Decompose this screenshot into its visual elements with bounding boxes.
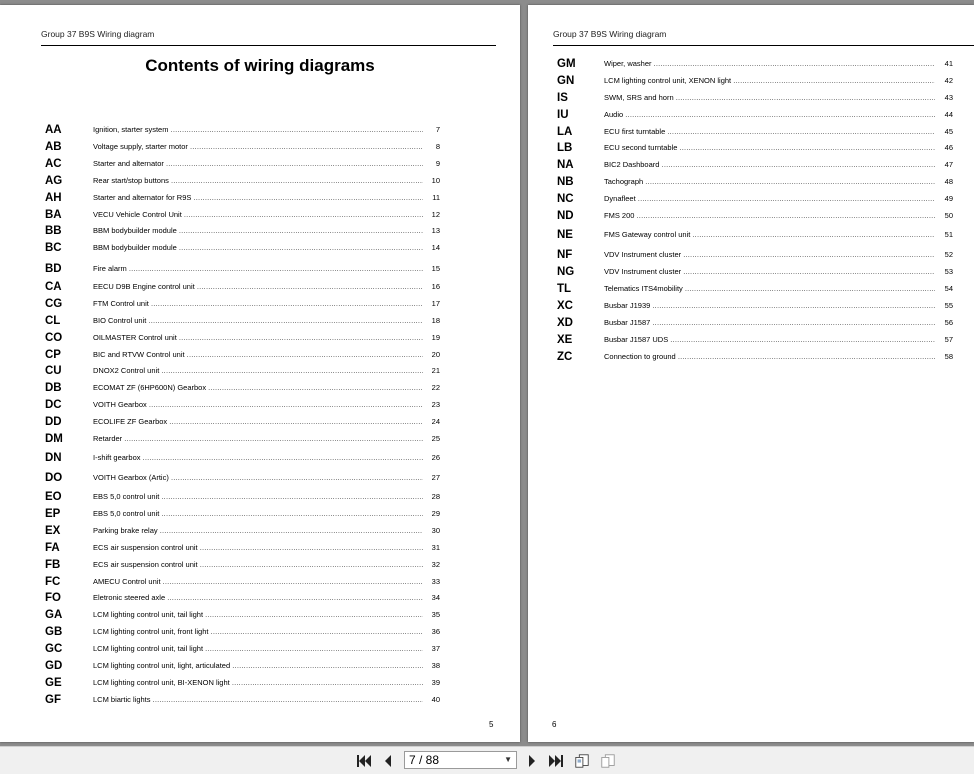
- toc-entry[interactable]: [45, 575, 445, 589]
- toc-entry-page: 40: [431, 695, 440, 704]
- toc-entry-code: AC: [45, 158, 62, 170]
- toc-entry-code: XD: [557, 317, 573, 329]
- toc-entry-code: IU: [557, 109, 569, 121]
- toc-entry[interactable]: [45, 642, 445, 656]
- toc-entry-label: Dynafleet .....: [604, 192, 935, 206]
- toc-entry-label: VDV Instrument cluster .....: [604, 248, 935, 262]
- toc-entry-code: CU: [45, 365, 62, 377]
- toc-entry-page: 13: [431, 226, 440, 235]
- toc-entry-code: BB: [45, 225, 62, 237]
- toc-entry-code: CL: [45, 315, 61, 327]
- toc-entry-label: EBS 5,0 control unit .....: [93, 507, 423, 521]
- toc-entry-label: VDV Instrument cluster .....: [604, 265, 935, 279]
- toc-entry-code: DB: [45, 382, 62, 394]
- toc-entry-page: 32: [431, 560, 440, 569]
- toc-entry-page: 49: [944, 194, 953, 203]
- toc-entry-label: SWM, SRS and horn .....: [604, 91, 935, 105]
- toc-entry[interactable]: [557, 192, 957, 206]
- toc-entry[interactable]: [45, 524, 445, 538]
- toc-entry-page: 28: [431, 492, 440, 501]
- toc-entry-page: 15: [431, 264, 440, 273]
- toc-entry-label: FTM Control unit .....: [93, 297, 423, 311]
- toc-entry[interactable]: [45, 432, 445, 446]
- toc-entry-label: ECU first turntable .....: [604, 125, 935, 139]
- toc-entry-page: 21: [431, 366, 440, 375]
- toc-entry[interactable]: [45, 314, 445, 328]
- toc-entry-page: 16: [431, 282, 440, 291]
- toc-entry-label: ECS air suspension control unit .....: [93, 541, 423, 555]
- toc-entry[interactable]: [45, 208, 445, 222]
- toc-entry[interactable]: [45, 123, 445, 137]
- toc-entry-page: 45: [944, 127, 953, 136]
- toc-entry-label: I-shift gearbox .....: [93, 451, 423, 465]
- toc-entry[interactable]: [45, 331, 445, 345]
- toc-entry[interactable]: [557, 248, 957, 262]
- toc-entry-page: 56: [944, 318, 953, 327]
- toc-entry-code: FA: [45, 542, 60, 554]
- toc-entry-code: CP: [45, 349, 61, 361]
- toc-entry-label: Starter and alternator for R9S .....: [93, 191, 423, 205]
- toc-entry-code: TL: [557, 283, 572, 295]
- toc-entry-page: 33: [431, 577, 440, 586]
- toc-entry-page: 39: [431, 678, 440, 687]
- toc-entry-page: 11: [432, 193, 440, 202]
- toc-entry-page: 34: [431, 593, 440, 602]
- toc-entry-page: 47: [944, 160, 953, 169]
- toc-entry-page: 27: [431, 473, 440, 482]
- toc-entry[interactable]: [557, 316, 957, 330]
- toc-entry-code: NE: [557, 229, 573, 241]
- toc-entry-code: CG: [45, 298, 63, 310]
- toc-entry[interactable]: [45, 241, 445, 255]
- toc-entry[interactable]: [557, 158, 957, 172]
- page-number: 5: [489, 720, 494, 729]
- page-title: Contents of wiring diagrams: [145, 56, 375, 75]
- toc-entry-page: 20: [431, 350, 440, 359]
- toc-entry-code: DN: [45, 452, 62, 464]
- toc-entry[interactable]: [45, 262, 445, 276]
- toc-entry-code: AA: [45, 124, 62, 136]
- toc-entry-code: XC: [557, 300, 573, 312]
- toc-entry-code: DC: [45, 399, 62, 411]
- toc-entry-page: 22: [431, 383, 440, 392]
- toc-entry-label: BIO Control unit .....: [93, 314, 423, 328]
- toc-entry[interactable]: [45, 608, 445, 622]
- toc-entry-code: XE: [557, 334, 573, 346]
- toc-entry-page: 38: [431, 661, 440, 670]
- toc-entry[interactable]: [45, 541, 445, 555]
- toc-entry-page: 8: [435, 142, 440, 151]
- toc-entry[interactable]: [557, 141, 957, 155]
- toc-entry-code: NA: [557, 159, 574, 171]
- toc-entry[interactable]: [45, 364, 445, 378]
- toc-entry-page: 30: [431, 526, 440, 535]
- toc-entry[interactable]: [45, 471, 445, 485]
- toc-entry-page: 23: [431, 400, 440, 409]
- toc-entry-page: 18: [431, 316, 440, 325]
- toc-entry-label: Eletronic steered axle .....: [93, 591, 423, 605]
- toc-entry-code: FO: [45, 592, 61, 604]
- toc-entry[interactable]: [557, 299, 957, 313]
- toc-entry-page: 51: [944, 230, 953, 239]
- toc-entry[interactable]: [557, 91, 957, 105]
- toc-entry-code: FB: [45, 559, 61, 571]
- toc-entry[interactable]: [557, 228, 957, 242]
- toc-entry[interactable]: [557, 175, 957, 189]
- toc-entry-code: EO: [45, 491, 62, 503]
- toc-entry-label: Busbar J1587 .....: [604, 316, 935, 330]
- two-page-view-icon[interactable]: [600, 753, 616, 769]
- toc-entry-label: EECU D9B Engine control unit .....: [93, 280, 423, 294]
- toc-entry-label: VOITH Gearbox .....: [93, 398, 423, 412]
- toc-entry-code: NF: [557, 249, 573, 261]
- toc-entry-label: BIC and RTVW Control unit .....: [93, 348, 423, 362]
- toc-entry[interactable]: [557, 282, 957, 296]
- toc-entry[interactable]: [45, 398, 445, 412]
- toc-entry-code: DM: [45, 433, 63, 445]
- toc-entry-label: FMS Gateway control unit .....: [604, 228, 935, 242]
- toc-entry-code: GC: [45, 643, 63, 655]
- toc-entry[interactable]: [557, 57, 957, 71]
- toc-entry-label: LCM lighting control unit, tail light .....: [93, 642, 423, 656]
- toc-entry[interactable]: [45, 140, 445, 154]
- toc-entry-page: 57: [944, 335, 953, 344]
- toc-entry-code: AH: [45, 192, 62, 204]
- toc-entry-page: 7: [435, 125, 440, 134]
- toc-entry-page: 10: [431, 176, 440, 185]
- toc-entry-code: DO: [45, 472, 63, 484]
- toc-entry[interactable]: [557, 108, 957, 122]
- toc-entry-code: NC: [557, 193, 574, 205]
- toc-entry-page: 19: [431, 333, 440, 342]
- toc-entry-page: 26: [431, 453, 440, 462]
- toc-entry-code: GN: [557, 75, 575, 87]
- toc-entry-code: LA: [557, 126, 573, 138]
- toc-entry-page: 46: [944, 143, 953, 152]
- toc-entry-label: ECS air suspension control unit .....: [93, 558, 423, 572]
- toc-entry-label: ECOMAT ZF (6HP600N) Gearbox .....: [93, 381, 423, 395]
- toc-entry-label: OILMASTER Control unit .....: [93, 331, 423, 345]
- toc-entry[interactable]: [557, 350, 957, 364]
- toc-entry-label: EBS 5,0 control unit .....: [93, 490, 423, 504]
- toc-entry-label: LCM lighting control unit, light, articulated .....: [93, 659, 423, 673]
- toc-entry-code: GF: [45, 694, 61, 706]
- toc-entry[interactable]: [45, 174, 445, 188]
- page-header: Group 37 B9S Wiring diagram: [41, 29, 496, 46]
- toc-entry-page: 54: [944, 284, 953, 293]
- toc-entry-label: Wiper, washer .....: [604, 57, 935, 71]
- toc-entry-label: LCM lighting control unit, tail light .....: [93, 608, 423, 622]
- toc-entry[interactable]: [45, 415, 445, 429]
- toc-entry-label: VOITH Gearbox (Artic) .....: [93, 471, 423, 485]
- toc-entry-code: GE: [45, 677, 62, 689]
- toc-entry-label: Fire alarm .....: [93, 262, 423, 276]
- toc-entry[interactable]: [557, 74, 957, 88]
- toc-entry-page: 37: [431, 644, 440, 653]
- toc-entry-page: 25: [431, 434, 440, 443]
- toc-entry-page: 29: [431, 509, 440, 518]
- toc-entry-page: 53: [944, 267, 953, 276]
- toc-entry[interactable]: [45, 676, 445, 690]
- toc-entry[interactable]: [45, 191, 445, 205]
- toc-entry-label: Ignition, starter system .....: [93, 123, 423, 137]
- toc-entry-label: Audio .....: [604, 108, 935, 122]
- toc-entry-code: GM: [557, 58, 576, 70]
- toc-entry-code: NG: [557, 266, 575, 278]
- toc-entry[interactable]: [557, 333, 957, 347]
- toc-entry-label: BIC2 Dashboard .....: [604, 158, 935, 172]
- toc-entry[interactable]: [557, 265, 957, 279]
- toc-entry-label: Retarder .....: [93, 432, 423, 446]
- toc-entry-label: Parking brake relay .....: [93, 524, 423, 538]
- toc-entry-label: ECOLIFE ZF Gearbox .....: [93, 415, 423, 429]
- toc-entry-label: Busbar J1939 .....: [604, 299, 935, 313]
- toc-entry-code: EX: [45, 525, 61, 537]
- toc-entry[interactable]: [45, 297, 445, 311]
- toc-entry-code: CA: [45, 281, 62, 293]
- toc-entry[interactable]: [45, 591, 445, 605]
- toc-entry[interactable]: [45, 348, 445, 362]
- toc-entry-code: AB: [45, 141, 62, 153]
- toc-entry[interactable]: [45, 280, 445, 294]
- toc-entry[interactable]: [557, 209, 957, 223]
- toc-entry-label: BBM bodybuilder module .....: [93, 241, 423, 255]
- toc-entry-label: Busbar J1587 UDS .....: [604, 333, 935, 347]
- toc-entry-page: 35: [431, 610, 440, 619]
- page-indicator: 7 / 88: [409, 753, 440, 767]
- toc-entry-code: ND: [557, 210, 574, 222]
- page-header: Group 37 B9S Wiring diagram: [553, 29, 974, 46]
- toc-entry-label: Tachograph .....: [604, 175, 935, 189]
- toc-entry-page: 9: [435, 159, 440, 168]
- toc-entry-label: LCM lighting control unit, BI-XENON light .....: [93, 676, 423, 690]
- toc-entry-code: ZC: [557, 351, 573, 363]
- toc-entry-code: NB: [557, 176, 574, 188]
- toc-entry-page: 12: [431, 210, 440, 219]
- toc-entry-page: 36: [431, 627, 440, 636]
- toc-entry-label: LCM lighting control unit, XENON light .....: [604, 74, 935, 88]
- toc-entry[interactable]: [45, 507, 445, 521]
- toc-entry-label: Rear start/stop buttons .....: [93, 174, 423, 188]
- toc-entry-page: 41: [944, 59, 953, 68]
- next-page-icon[interactable]: [524, 753, 540, 769]
- toc-entry-code: GD: [45, 660, 63, 672]
- toc-entry-label: LCM biartic lights .....: [93, 693, 423, 707]
- toc-entry-code: LB: [557, 142, 573, 154]
- toc-entry[interactable]: [45, 224, 445, 238]
- toc-entry-page: 31: [431, 543, 440, 552]
- toc-entry-page: 48: [944, 177, 953, 186]
- last-page-icon[interactable]: [548, 753, 564, 769]
- toc-entry-label: VECU Vehicle Control Unit .....: [93, 208, 423, 222]
- toc-entry-page: 50: [944, 211, 953, 220]
- toc-entry-code: AG: [45, 175, 63, 187]
- page-number: 6: [552, 720, 557, 729]
- toc-entry[interactable]: [45, 558, 445, 572]
- toc-entry-page: 17: [431, 299, 440, 308]
- toc-entry-page: 14: [431, 243, 440, 252]
- toc-entry-label: Voltage supply, starter motor .....: [93, 140, 423, 154]
- toc-entry-code: FC: [45, 576, 61, 588]
- toc-entry-label: ECU second turntable .....: [604, 141, 935, 155]
- toc-entry[interactable]: [45, 693, 445, 707]
- toc-entry[interactable]: [45, 381, 445, 395]
- toc-entry-code: GA: [45, 609, 63, 621]
- toc-entry-page: 44: [944, 110, 953, 119]
- toc-entry-label: Connection to ground .....: [604, 350, 935, 364]
- toc-entry-code: EP: [45, 508, 61, 520]
- toc-entry-label: BBM bodybuilder module .....: [93, 224, 423, 238]
- single-page-view-icon[interactable]: [574, 753, 590, 769]
- toc-entry-label: AMECU Control unit .....: [93, 575, 423, 589]
- toc-entry-page: 52: [944, 250, 953, 259]
- toc-entry[interactable]: [557, 125, 957, 139]
- chevron-down-icon: ▼: [504, 755, 512, 764]
- toc-entry-code: IS: [557, 92, 568, 104]
- toc-entry-label: FMS 200 .....: [604, 209, 935, 223]
- first-page-icon[interactable]: [356, 753, 372, 769]
- pdf-navigation-toolbar: [0, 746, 974, 774]
- toc-entry-page: 55: [944, 301, 953, 310]
- toc-entry-page: 42: [944, 76, 953, 85]
- toc-entry[interactable]: [45, 451, 445, 465]
- toc-entry[interactable]: [45, 157, 445, 171]
- toc-entry[interactable]: [45, 659, 445, 673]
- toc-entry-code: BD: [45, 263, 62, 275]
- toc-entry-page: 43: [944, 93, 953, 102]
- toc-entry-page: 24: [431, 417, 440, 426]
- toc-entry-label: Telematics ITS4mobility .....: [604, 282, 935, 296]
- toc-entry-code: GB: [45, 626, 63, 638]
- toc-entry-label: Starter and alternator .....: [93, 157, 423, 171]
- toc-entry-label: LCM lighting control unit, front light .....: [93, 625, 423, 639]
- toc-entry-code: BC: [45, 242, 62, 254]
- toc-entry-page: 58: [944, 352, 953, 361]
- previous-page-icon[interactable]: [380, 753, 396, 769]
- toc-entry-code: CO: [45, 332, 63, 344]
- toc-entry-code: DD: [45, 416, 62, 428]
- toc-entry[interactable]: [45, 490, 445, 504]
- page-selector[interactable]: [404, 751, 517, 769]
- toc-entry-code: BA: [45, 209, 62, 221]
- toc-entry[interactable]: [45, 625, 445, 639]
- toc-entry-label: DNOX2 Control unit .....: [93, 364, 423, 378]
